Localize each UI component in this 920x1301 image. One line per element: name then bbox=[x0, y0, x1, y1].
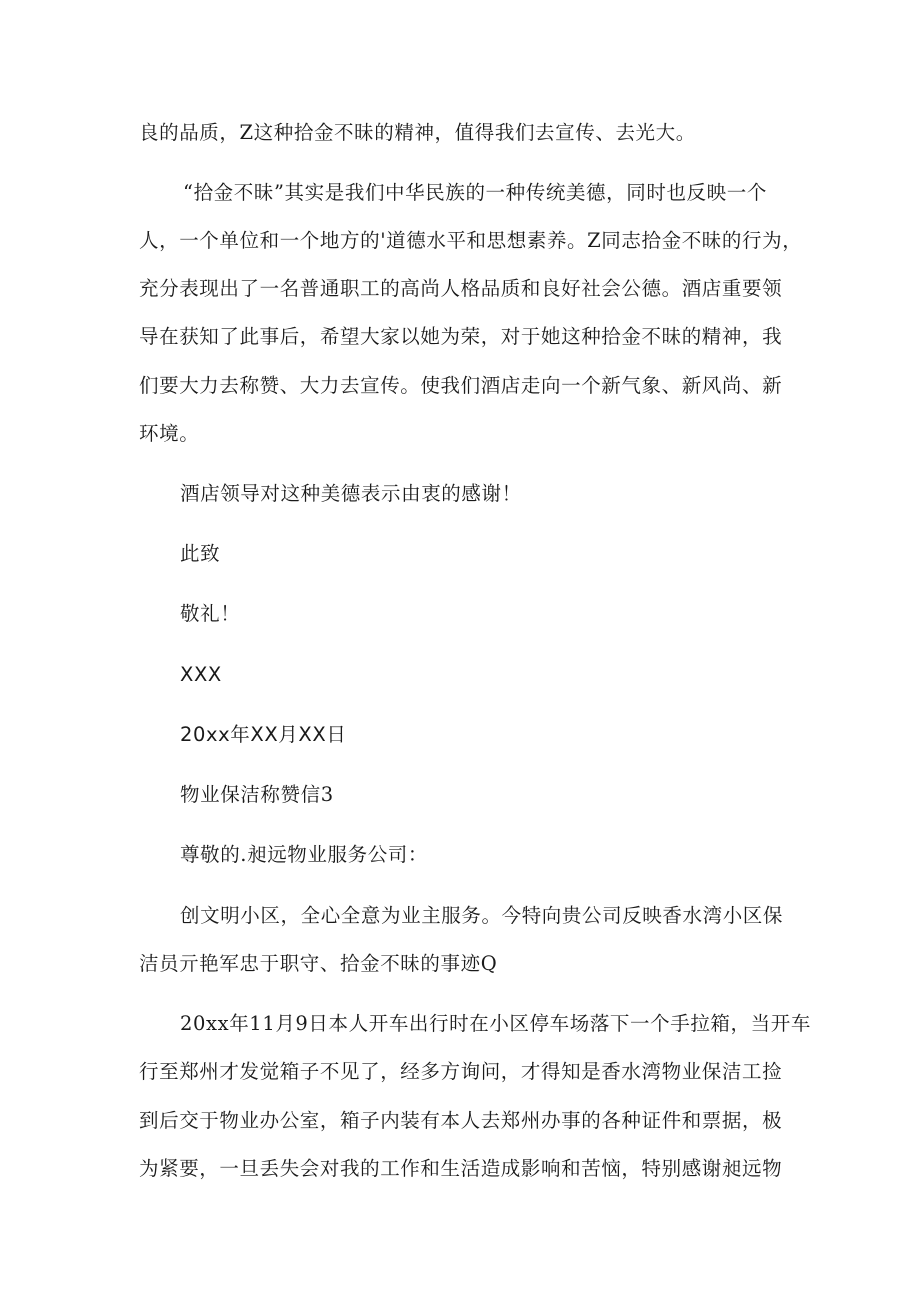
signature-line: XXX bbox=[180, 663, 222, 686]
paragraph-line: 人，一个单位和一个地方的'道德水平和思想素养。Z同志拾金不昧的行为， bbox=[139, 229, 803, 252]
date-line: 20xx年XX月XX日 bbox=[180, 723, 347, 746]
paragraph-line: 创文明小区，全心全意为业主服务。今特向贵公司反映香水湾小区保 bbox=[180, 904, 784, 927]
paragraph-line: 酒店领导对这种美德表示由衷的感谢！ bbox=[180, 482, 522, 505]
salutation-line: 敬礼！ bbox=[180, 602, 241, 625]
paragraph-line: 行至郑州才发觉箱子不见了，经多方询问，才得知是香水湾物业保洁工捡 bbox=[139, 1060, 783, 1083]
paragraph-line: 环境。 bbox=[139, 422, 200, 445]
paragraph-line: 洁员亓艳军忠于职守、拾金不昧的事迹Q bbox=[139, 952, 498, 975]
paragraph-line: 导在获知了此事后，希望大家以她为荣，对于她这种拾金不昧的精神，我 bbox=[139, 325, 783, 348]
paragraph-line: “拾金不昧”其实是我们中华民族的一种传统美德，同时也反映一个 bbox=[183, 181, 767, 204]
paragraph-line: 们要大力去称赞、大力去宣传。使我们酒店走向一个新气象、新风尚、新 bbox=[139, 374, 783, 397]
greeting-line: 尊敬的.昶远物业服务公司： bbox=[180, 843, 428, 866]
paragraph-line: 到后交于物业办公室，箱子内装有本人去郑州办事的各种证件和票据，极 bbox=[139, 1109, 783, 1132]
paragraph-line: 20xx年11月9日本人开车出行时在小区停车场落下一个手拉箱，当开车 bbox=[180, 1012, 811, 1035]
paragraph-line: 充分表现出了一名普通职工的高尚人格品质和良好社会公德。酒店重要领 bbox=[139, 277, 783, 300]
paragraph-line: 为紧要，一旦丢失会对我的工作和生活造成影响和苦恼，特别感谢昶远物 bbox=[139, 1157, 783, 1180]
closing-line: 此致 bbox=[180, 542, 221, 565]
paragraph-line: 良的品质，Z这种拾金不昧的精神，值得我们去宣传、去光大。 bbox=[139, 121, 696, 144]
section-title: 物业保洁称赞信3 bbox=[180, 783, 334, 806]
